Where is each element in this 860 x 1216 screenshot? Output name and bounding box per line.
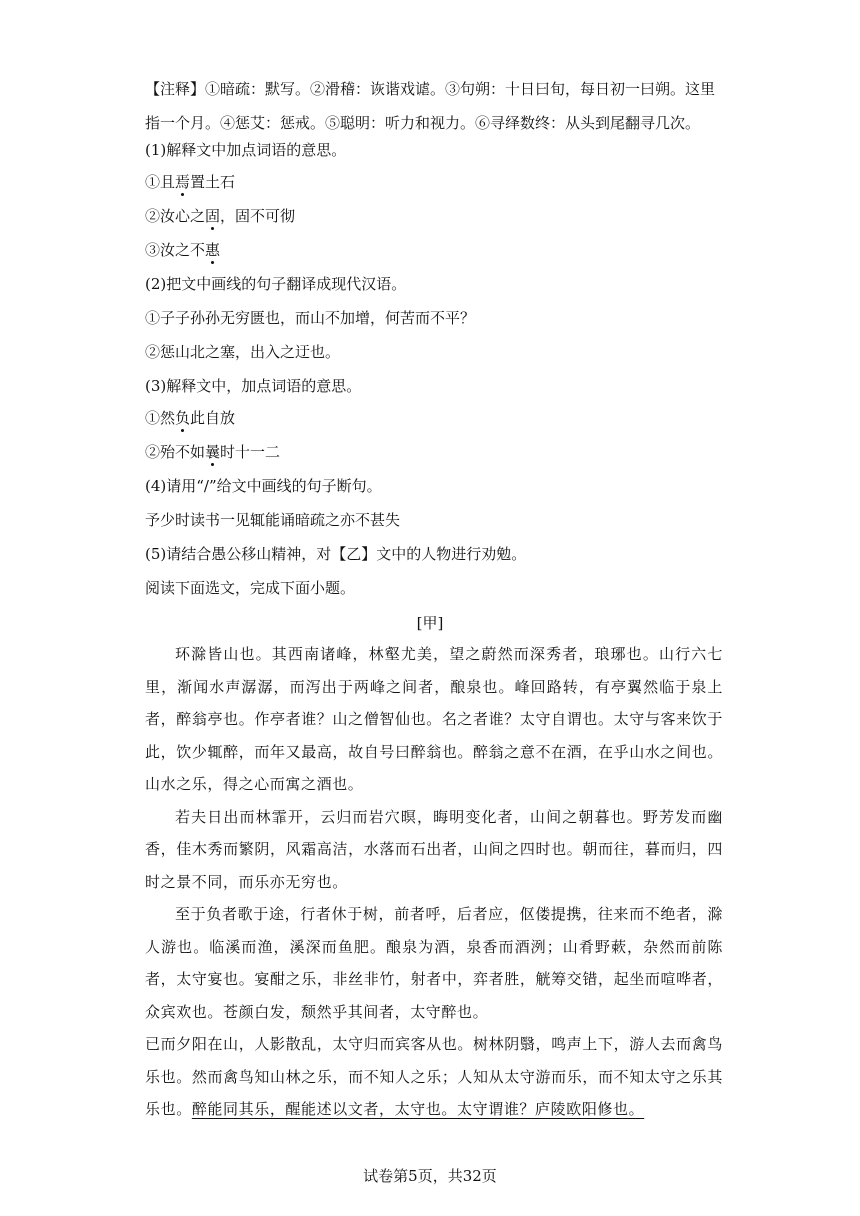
q1-prompt: (1)解释文中加点词语的意思。: [145, 141, 347, 159]
q4-sentence: 予少时读书一见辄能诵暗疏之亦不甚失: [145, 511, 401, 529]
notes-line-2: 指一个月。④惩艾：惩戒。⑤聪明：听力和视力。⑥寻绎数终：从头到尾翻寻几次。: [145, 114, 701, 132]
q4-prompt: (4)请用“/”给文中画线的句子断句。: [145, 477, 382, 495]
dotted-word: 惠: [205, 241, 221, 259]
notes-line-1: 【注释】①暗疏：默写。②滑稽：诙谐戏谑。③句朔：十日曰旬，每日初一曰朔。这里: [145, 80, 716, 98]
notes-block: [145, 72, 723, 140]
passage-title: [甲]: [416, 614, 444, 632]
dotted-word: 焉: [175, 173, 191, 191]
dotted-word: 固: [205, 207, 221, 225]
page-footer: 试卷第5页，共32页: [363, 1167, 497, 1185]
passage-paragraph-4: 已而夕阳在山，人影散乱，太守归而宾客从也。树林阴翳，鸣声上下，游人去而禽鸟乐也。然而禽鸟知山林之乐，而不知人之乐；人知从太守游而乐，而不知太守之乐其乐也。醉能同其乐，醒能述以文者，太守也。太守谓谁？庐陵欧阳修也。: [145, 1035, 723, 1118]
passage-paragraph-2: 若夫日出而林霏开，云归而岩穴暝，晦明变化者，山间之朝暮也。野芳发而幽香，佳木秀而繁阴，风霜高洁，水落而石出者，山间之四时也。朝而往，暮而归，四时之景不同，而乐亦无穷也。: [145, 807, 723, 891]
dotted-word: 曩: [205, 443, 221, 461]
q1-item-1: ①且焉置土石: [145, 173, 236, 191]
q1-item-3: ③汝之不惠: [145, 241, 221, 259]
q3-item-2: ②殆不如曩时十一二: [145, 443, 281, 461]
reading-intro: 阅读下面选文，完成下面小题。: [145, 579, 356, 597]
q2-item-1: ①子子孙孙无穷匮也，而山不加增，何苦而不平？: [145, 309, 476, 327]
q3-prompt: (3)解释文中，加点词语的意思。: [145, 377, 362, 395]
q1-item-2: ②汝心之固，固不可彻: [145, 207, 296, 225]
passage-paragraph-3: 至于负者歌于途，行者休于树，前者呼，后者应，伛偻提携，往来而不绝者，滁人游也。临溪而渔，溪深而鱼肥。酿泉为酒，泉香而酒洌；山肴野蔌，杂然而前陈者，太守宴也。宴酣之乐，非丝非竹，射者中，弈者胜，觥筹交错，起坐而喧哗者，众宾欢也。苍颜白发，颓然乎其间者，太守醉也。: [145, 905, 723, 1021]
q2-item-2: ②惩山北之塞，出入之迂也。: [145, 343, 341, 361]
underlined-sentence: 醉能同其乐，醒能述以文者，太守也。太守谓谁？庐陵欧阳修也。: [191, 1100, 645, 1118]
q3-item-1: ①然负此自放: [145, 409, 236, 427]
passage-body: [145, 638, 723, 1126]
q5-prompt: (5)请结合愚公移山精神，对【乙】文中的人物进行劝勉。: [145, 545, 527, 563]
dotted-word: 负: [175, 409, 191, 427]
passage-paragraph-1: 环滁皆山也。其西南诸峰，林壑尤美，望之蔚然而深秀者，琅琊也。山行六七里，渐闻水声潺潺，而泻出于两峰之间者，酿泉也。峰回路转，有亭翼然临于泉上者，醉翁亭也。作亭者谁？山之僧智仙也。名之者谁？太守自谓也。太守与客来饮于此，饮少辄醉，而年又最高，故自号曰醉翁也。醉翁之意不在酒，在乎山水之间也。山水之乐，得之心而寓之酒也。: [145, 645, 723, 793]
q2-prompt: (2)把文中画线的句子翻译成现代汉语。: [145, 275, 407, 293]
